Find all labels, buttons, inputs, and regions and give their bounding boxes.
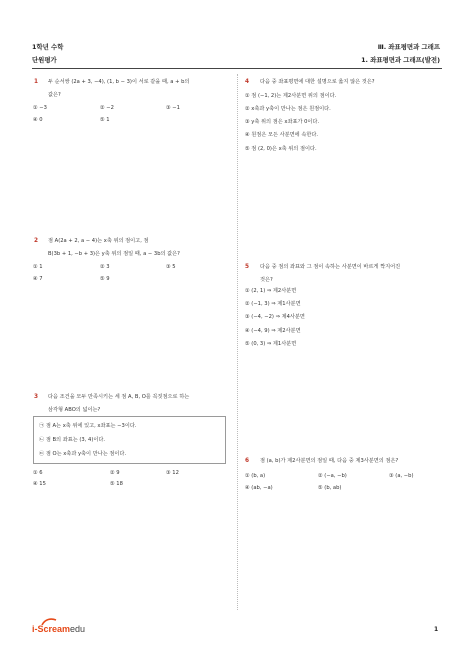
condition-item: ㉠ 점 A는 x축 위에 있고, x좌표는 −3이다. xyxy=(39,423,137,429)
answer-option[interactable]: ④ 원점은 모든 사분면에 속한다. xyxy=(245,132,319,138)
answer-option[interactable]: ⑤ 점 (2, 0)은 x축 위의 점이다. xyxy=(245,146,317,152)
question-text xyxy=(48,76,189,102)
question-text xyxy=(260,455,398,468)
condition-item: ㉢ 점 O는 x축과 y축이 만나는 점이다. xyxy=(39,451,127,457)
header-rule xyxy=(32,68,442,69)
question-text-line: 다음 중 점의 좌표와 그 점이 속하는 사분면이 바르게 짝지어진 xyxy=(260,264,401,270)
answer-option[interactable]: ③ 12 xyxy=(166,470,179,476)
answer-option[interactable]: ④ 7 xyxy=(33,276,43,282)
question-number: 6 xyxy=(245,458,250,464)
answer-option[interactable]: ⑤ 18 xyxy=(110,481,123,487)
answer-option[interactable]: ③ (a, −b) xyxy=(389,473,414,479)
answer-option[interactable]: ② (−1, 3) ⇒ 제1사분면 xyxy=(245,301,301,307)
question-number: 5 xyxy=(245,264,250,270)
answer-option[interactable]: ⑤ (0, 3) ⇒ 제1사분면 xyxy=(245,341,297,347)
question-text xyxy=(260,76,375,89)
question-text-line: 두 순서쌍 (2a + 3, −4), (1, b − 3)이 서로 같을 때, a + b의 xyxy=(48,79,190,85)
answer-option[interactable]: ③ 5 xyxy=(166,264,176,270)
answer-option[interactable]: ① (2, 1) ⇒ 제2사분면 xyxy=(245,288,297,294)
answer-option[interactable]: ⑤ 9 xyxy=(100,276,110,282)
question-text xyxy=(48,391,189,417)
logo-main-text: i-Scream xyxy=(32,624,71,634)
question-text-line: 점 A(2a + 2, a − 4)는 x축 위의 점이고, 점 xyxy=(48,238,149,244)
question-text-line: 다음 중 좌표평면에 대한 설명으로 옳지 않은 것은? xyxy=(260,79,375,85)
answer-option[interactable]: ⑤ 1 xyxy=(100,117,110,123)
answer-option[interactable]: ③ y축 위의 점은 x좌표가 0이다. xyxy=(245,119,320,125)
answer-option[interactable]: ② 9 xyxy=(110,470,120,476)
header-right-title: Ⅲ. 좌표평면과 그래프 xyxy=(377,43,440,51)
question-text xyxy=(48,235,180,261)
question-number: 4 xyxy=(245,79,250,85)
answer-option[interactable]: ② −2 xyxy=(100,105,114,111)
answer-option[interactable]: ① −3 xyxy=(33,105,47,111)
question-text xyxy=(260,261,400,287)
question-text-line: 점 (a, b)가 제2사분면의 점일 때, 다음 중 제3사분면의 점은? xyxy=(260,458,399,464)
question-text-line: 삼각형 ABO의 넓이는? xyxy=(48,407,101,413)
answer-option[interactable]: ④ 15 xyxy=(33,481,46,487)
answer-option[interactable]: ① 1 xyxy=(33,264,43,270)
answer-option[interactable]: ③ (−4, −2) ⇒ 제4사분면 xyxy=(245,314,305,320)
header-right-subtitle: 1. 좌표평면과 그래프(발전) xyxy=(361,56,440,64)
brand-logo xyxy=(32,620,102,640)
question-text-line: 다음 조건을 모두 만족시키는 세 점 A, B, O를 꼭짓점으로 하는 xyxy=(48,394,190,400)
logo-edu-text: edu xyxy=(70,624,86,634)
answer-option[interactable]: ② x축과 y축이 만나는 점은 원점이다. xyxy=(245,106,331,112)
answer-option[interactable]: ④ (ab, −a) xyxy=(245,485,273,491)
header-left-title: 1학년 수학 xyxy=(32,43,64,51)
answer-option[interactable]: ② 3 xyxy=(100,264,110,270)
answer-option[interactable]: ① (b, a) xyxy=(245,473,266,479)
answer-option[interactable]: ① 점 (−1, 2)는 제2사분면 위의 점이다. xyxy=(245,93,337,99)
answer-option[interactable]: ⑤ (b, ab) xyxy=(318,485,342,491)
question-number: 1 xyxy=(34,79,39,85)
question-number: 2 xyxy=(34,238,39,244)
question-text-line: B(3b + 1, −b + 3)은 y축 위의 점일 때, a − 3b의 값은? xyxy=(48,251,180,257)
answer-option[interactable]: ④ 0 xyxy=(33,117,43,123)
page-number: 1 xyxy=(434,626,439,633)
question-number: 3 xyxy=(34,394,39,400)
condition-item: ㉡ 점 B의 좌표는 (3, 4)이다. xyxy=(39,437,106,443)
conditions-box xyxy=(33,416,226,464)
header-left-subtitle: 단원평가 xyxy=(32,56,57,64)
answer-option[interactable]: ④ (−4, 9) ⇒ 제2사분면 xyxy=(245,328,301,334)
column-divider xyxy=(237,74,238,610)
question-text-line: 것은? xyxy=(260,277,273,283)
answer-option[interactable]: ② (−a, −b) xyxy=(318,473,347,479)
answer-option[interactable]: ① 6 xyxy=(33,470,43,476)
answer-option[interactable]: ③ −1 xyxy=(166,105,180,111)
question-text-line: 값은? xyxy=(48,92,61,98)
